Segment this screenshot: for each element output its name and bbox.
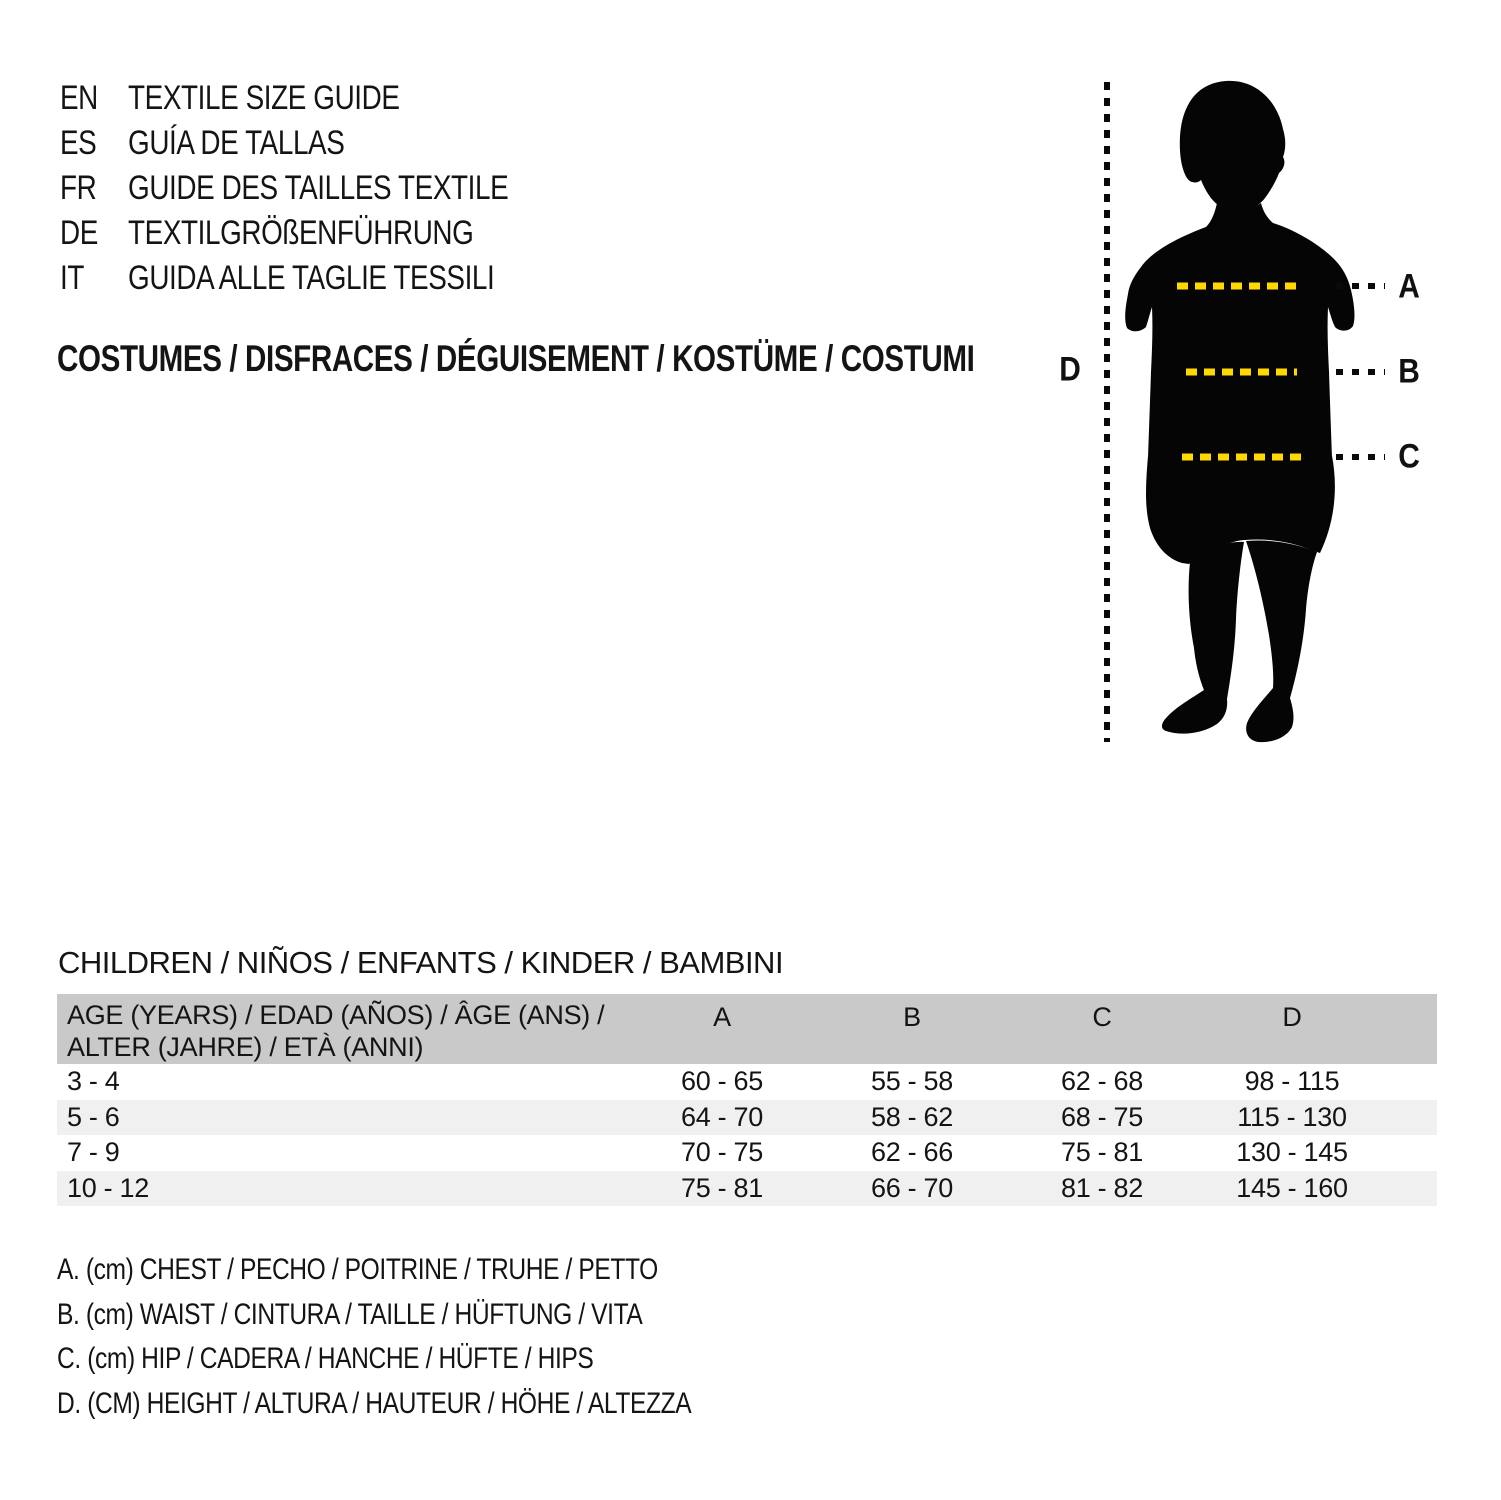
silhouette-torso	[1125, 203, 1354, 458]
lang-code-de: DE	[60, 214, 98, 252]
silhouette-right-leg	[1246, 540, 1317, 742]
legend-line-waist: B. (cm) WAIST / CINTURA / TAILLE / HÜFTUNG / VITA	[57, 1297, 643, 1331]
table-row	[57, 1064, 1437, 1100]
age-header-line2: ALTER (JAHRE) / ETÀ (ANNI)	[67, 1032, 424, 1062]
measure-legend	[57, 1248, 691, 1426]
age-cell: 10 - 12	[67, 1172, 149, 1203]
category-heading: COSTUMES / DISFRACES / DÉGUISEMENT / KOSTÜME / COSTUMI	[57, 338, 975, 379]
age-cell: 5 - 6	[67, 1101, 120, 1132]
column-header-a: A	[713, 1002, 731, 1032]
measurement-figure	[1040, 60, 1501, 772]
chest-cell: 60 - 65	[681, 1066, 763, 1096]
height-cell: 115 - 130	[1237, 1101, 1347, 1132]
measurement-figure-svg	[1040, 60, 1500, 770]
column-header-d: D	[1282, 1002, 1302, 1032]
measure-label-waist: B	[1398, 352, 1420, 391]
measure-label-height: D	[1059, 350, 1081, 389]
hip-cell: 62 - 68	[1061, 1066, 1143, 1096]
table-row	[57, 1135, 1437, 1171]
waist-cell: 58 - 62	[871, 1101, 953, 1132]
lang-label-es: GUÍA DE TALLAS	[128, 124, 345, 162]
age-header-line1: AGE (YEARS) / EDAD (AÑOS) / ÂGE (ANS) /	[67, 1000, 605, 1030]
lang-row-es	[60, 121, 508, 166]
lang-row-en	[60, 76, 508, 121]
legend-line-height: D. (CM) HEIGHT / ALTURA / HAUTEUR / HÖHE / ALTEZZA	[57, 1386, 692, 1420]
hip-cell: 81 - 82	[1061, 1172, 1143, 1203]
lang-row-de	[60, 211, 508, 256]
lang-code-es: ES	[60, 124, 97, 162]
height-cell: 145 - 160	[1236, 1172, 1348, 1203]
lang-label-it: GUIDA ALLE TAGLIE TESSILI	[128, 259, 495, 297]
lang-label-de: TEXTILGRÖßENFÜHRUNG	[128, 214, 474, 252]
hip-cell: 68 - 75	[1061, 1101, 1143, 1132]
column-header-b: B	[903, 1002, 921, 1032]
age-cell: 7 - 9	[67, 1137, 120, 1167]
silhouette-left-leg	[1162, 542, 1244, 734]
table-section-title: CHILDREN / NIÑOS / ENFANTS / KINDER / BAMBINI	[58, 945, 784, 980]
table-row	[57, 1171, 1437, 1207]
height-cell: 98 - 115	[1244, 1066, 1340, 1096]
height-cell: 130 - 145	[1236, 1137, 1348, 1167]
chest-cell: 70 - 75	[681, 1137, 763, 1167]
lang-code-it: IT	[60, 259, 84, 297]
chest-cell: 64 - 70	[681, 1101, 763, 1132]
table-header-row	[57, 994, 1437, 1064]
children-size-table	[57, 994, 1437, 1206]
lang-label-fr: GUIDE DES TAILLES TEXTILE	[128, 169, 509, 207]
lang-code-en: EN	[60, 79, 98, 117]
age-column-header	[57, 994, 627, 1063]
legend-line-chest: A. (cm) CHEST / PECHO / POITRINE / TRUHE / PETTO	[57, 1253, 658, 1286]
language-title-block	[60, 76, 508, 301]
lang-row-fr	[60, 166, 508, 211]
waist-cell: 62 - 66	[871, 1137, 953, 1167]
waist-cell: 66 - 70	[871, 1172, 953, 1203]
column-header-c: C	[1092, 1002, 1112, 1032]
hip-cell: 75 - 81	[1061, 1137, 1143, 1167]
waist-cell: 55 - 58	[871, 1066, 953, 1096]
measure-label-chest: A	[1398, 267, 1420, 306]
lang-row-it	[60, 256, 508, 301]
measure-label-hip: C	[1398, 437, 1420, 476]
chest-cell: 75 - 81	[681, 1172, 763, 1203]
age-cell: 3 - 4	[67, 1066, 120, 1096]
child-silhouette	[1125, 81, 1354, 742]
table-row	[57, 1100, 1437, 1136]
silhouette-head	[1180, 81, 1285, 211]
legend-line-hip: C. (cm) HIP / CADERA / HANCHE / HÜFTE / HIPS	[57, 1342, 594, 1375]
lang-code-fr: FR	[60, 169, 97, 207]
lang-label-en: TEXTILE SIZE GUIDE	[128, 79, 400, 117]
